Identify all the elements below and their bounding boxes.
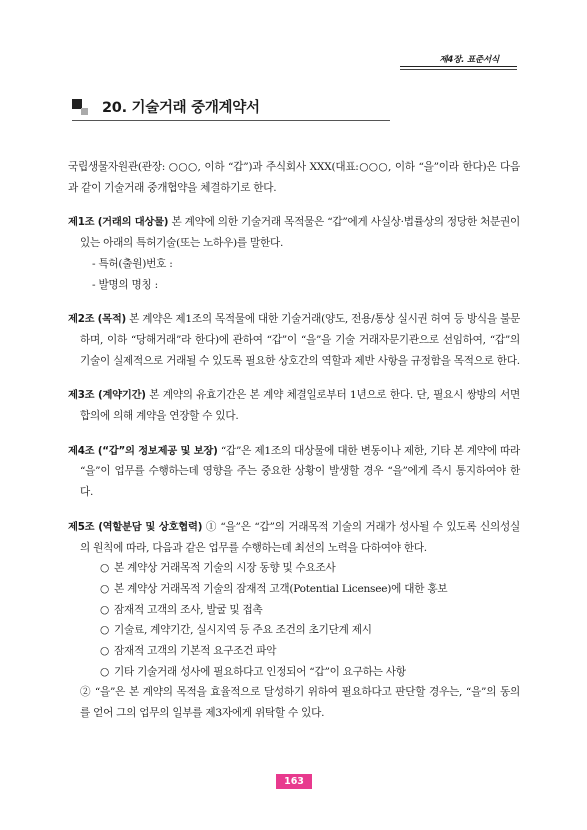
article-4-heading: 제4조 (“갑”의 정보제공 및 보장) (68, 444, 218, 457)
document-body (68, 157, 520, 724)
article-5-text: ① “을”은 “갑”의 거래목적 기술의 거래가 성사될 수 있도록 신의성실의 원칙에 따라, 다음과 같은 업무를 수행하는데 최선의 노력을 다하여야 한다. (80, 520, 520, 554)
page-number: 163 (276, 774, 312, 789)
document-title (72, 96, 390, 121)
article-5 (68, 517, 520, 724)
title-square-small-icon (81, 108, 88, 115)
circle-bullet-icon: ○ (100, 645, 109, 658)
article-1-heading: 제1조 (거래의 대상물) (68, 216, 169, 229)
circle-bullet-icon: ○ (100, 624, 109, 637)
article-1-sub-invention-name: - 발명의 명칭 : (92, 278, 158, 291)
circle-bullet-icon: ○ (100, 582, 109, 595)
intro-paragraph: 국립생물자원관(관장: ○○○, 이하 “갑”)과 주식회사 XXX(대표:○○○, 이하 “을”이라 한다)은 다음과 같이 기술거래 중개협약을 체결하기로 한다. (68, 161, 520, 194)
list-item: ○ 잠재적 고객의 조사, 발굴 및 접촉 (80, 600, 520, 621)
list-item: ○ 본 계약상 거래목적 기술의 시장 동향 및 수요조사 (80, 558, 520, 579)
header-rule (400, 66, 517, 70)
article-3 (68, 385, 520, 426)
page-header (0, 0, 587, 70)
article-4-text: “갑”은 제1조의 대상물에 대한 변동이나 제한, 기타 본 계약에 따라 “을”이 업무를 수행하는데 영향을 주는 중요한 상황이 발생할 경우 “을”에게 즉시 통지하여야 한다. (80, 444, 520, 499)
article-1 (68, 212, 520, 295)
article-2 (68, 309, 520, 371)
list-item: ○ 잠재적 고객의 기본적 요구조건 파악 (80, 641, 520, 662)
list-item: ○ 기타 기술거래 성사에 필요하다고 인정되어 “갑”이 요구하는 사항 (80, 662, 520, 683)
article-1-text: 본 계약에 의한 기술거래 목적물은 “갑”에게 사실상·법률상의 정당한 처분권이 있는 아래의 특허기술(또는 노하우)를 말한다. (80, 216, 520, 250)
list-item: ○ 기술료, 계약기간, 실시지역 등 주요 조건의 초기단계 제시 (80, 620, 520, 641)
article-4 (68, 441, 520, 503)
article-3-text: 본 계약의 유효기간은 본 계약 체결일로부터 1년으로 한다. 단, 필요시 쌍방의 서면합의에 의해 계약을 연장할 수 있다. (80, 389, 520, 423)
article-2-heading: 제2조 (목적) (68, 313, 126, 326)
circle-bullet-icon: ○ (100, 603, 109, 616)
list-item: ○ 본 계약상 거래목적 기술의 잠재적 고객(Potential Licensee)에 대한 홍보 (80, 579, 520, 600)
article-5-heading: 제5조 (역할분담 및 상호협력) (68, 520, 203, 533)
document-title-text: 20. 기술거래 중개계약서 (102, 100, 260, 116)
circle-bullet-icon: ○ (100, 665, 109, 678)
running-head: 제4장. 표준서식 (439, 55, 499, 65)
article-3-heading: 제3조 (계약기간) (68, 389, 146, 402)
circle-bullet-icon: ○ (100, 562, 109, 575)
article-5-item-2: ② “을”은 본 계약의 목적을 효율적으로 달성하기 위하여 필요하다고 판단할 경우는, “을”의 동의를 얻어 그의 업무의 일부를 제3자에게 위탁할 수 있다. (80, 686, 520, 720)
article-2-text: 본 계약은 제1조의 목적물에 대한 기술거래(양도, 전용/통상 실시권 허여 등 방식을 불문하며, 이하 “당해거래”라 한다)에 관하여 “갑”이 “을”을 기술 거래자문기관으로 선임하여, “갑”의 기술이 실제적으로 거래될 수 있도록 필요한 상호간의 역할과 제반 사항을 규정함을 목적으로 한다. (80, 313, 520, 367)
article-1-sub-patent-number: - 특허(출원)번호 : (92, 257, 173, 270)
